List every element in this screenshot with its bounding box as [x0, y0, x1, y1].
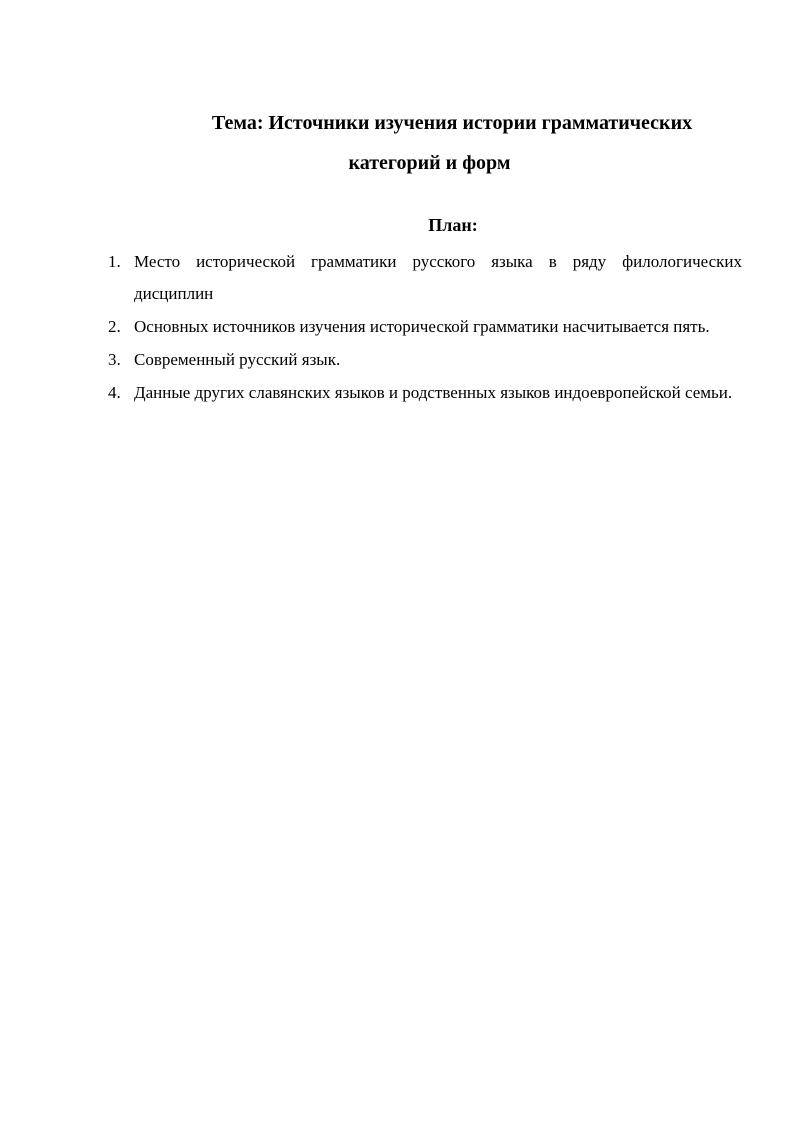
- plan-item-4: [108, 377, 742, 409]
- plan-item-number: 2.: [108, 317, 121, 336]
- plan-item-3: [108, 344, 742, 376]
- title-line-2: категорий и форм: [348, 152, 511, 174]
- plan-item-text: Данные других славянских языков и родственных языков индоевропейской семьи.: [134, 383, 733, 402]
- plan-heading: План:: [428, 215, 478, 235]
- plan-item-text: Основных источников изучения исторической грамматики насчитывается пять.: [134, 317, 710, 336]
- title-line-1: Тема: Источники изучения истории грамматических: [211, 112, 693, 134]
- plan-item-text: Место исторической грамматики русского языка в ряду филологических дисциплин: [134, 252, 742, 303]
- document-title: [150, 103, 754, 183]
- plan-item-1: [108, 246, 742, 310]
- plan-item-number: 4.: [108, 383, 121, 402]
- plan-item-text: Современный русский язык.: [134, 350, 341, 369]
- plan-item-number: 3.: [108, 350, 121, 369]
- plan-item-2: [108, 311, 742, 343]
- plan-list: [108, 246, 742, 410]
- plan-item-number: 1.: [108, 252, 121, 271]
